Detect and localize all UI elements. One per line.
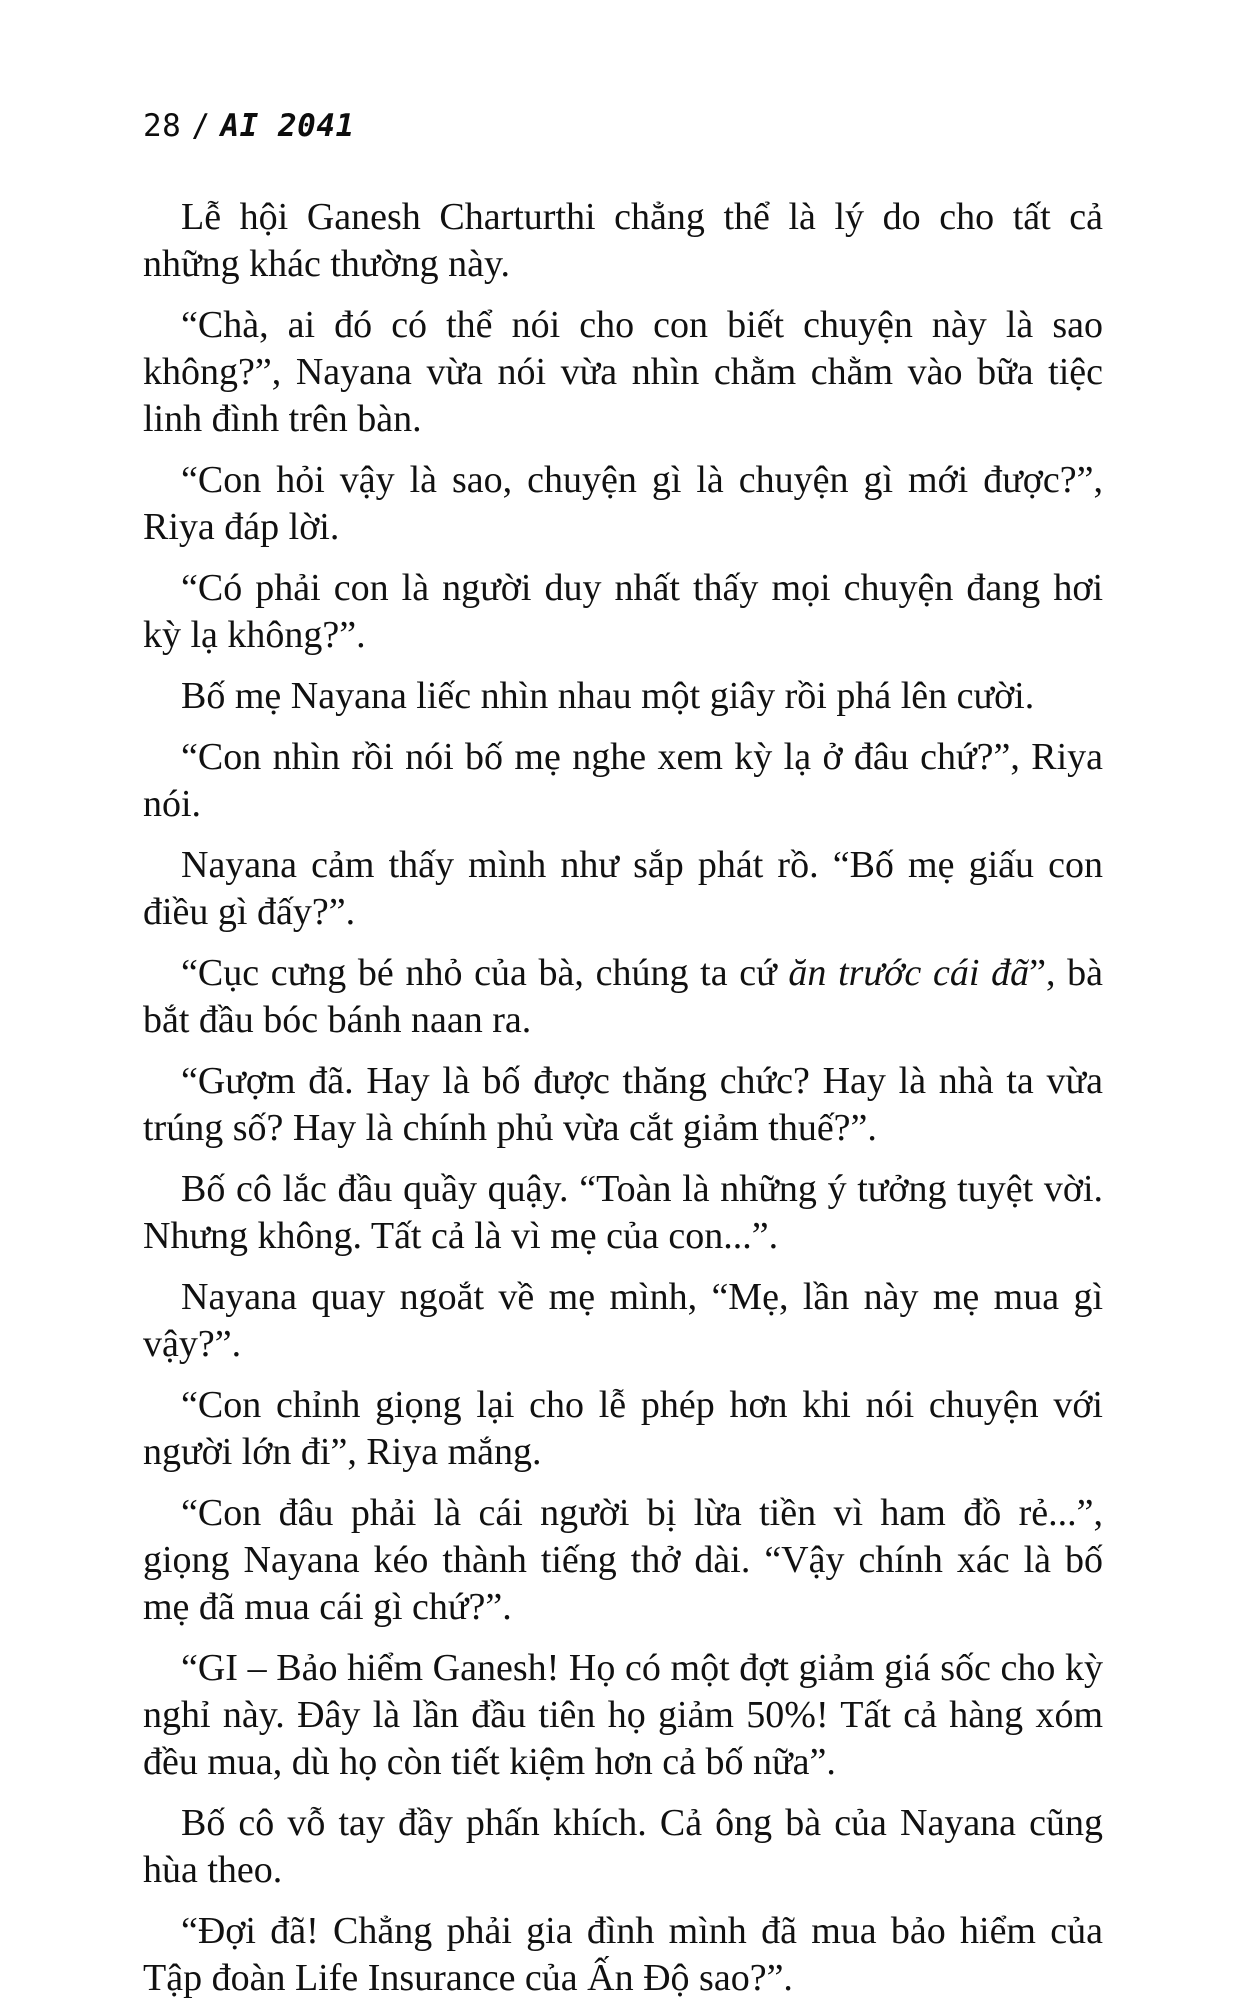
text-segment: “Đợi đã! Chẳng phải gia đình mình đã mua bảo hiểm của Tập đoàn Life Insurance của Ấn Độ sao?”.: [143, 1910, 1103, 1999]
paragraph: [143, 457, 1103, 551]
paragraph: [143, 1274, 1103, 1368]
text-segment: “Chà, ai đó có thể nói cho con biết chuyện này là sao không?”, Nayana vừa nói vừa nhìn chằm chằm vào bữa tiệc linh đình trên bàn.: [143, 304, 1103, 440]
text-segment: Nayana cảm thấy mình như sắp phát rồ. “Bố mẹ giấu con điều gì đấy?”.: [143, 844, 1103, 933]
text-segment: Bố cô lắc đầu quầy quậy. “Toàn là những ý tưởng tuyệt vời. Nhưng không. Tất cả là vì mẹ của con...”.: [143, 1168, 1103, 1257]
paragraph: [143, 565, 1103, 659]
body-text: [143, 194, 1103, 2002]
paragraph: [143, 302, 1103, 443]
text-segment: “Con hỏi vậy là sao, chuyện gì là chuyện gì mới được?”, Riya đáp lời.: [143, 459, 1103, 548]
text-segment: “GI – Bảo hiểm Ganesh! Họ có một đợt giảm giá sốc cho kỳ nghỉ này. Đây là lần đầu tiên họ giảm 50%! Tất cả hàng xóm đều mua, dù họ còn tiết kiệm hơn cả bố nữa”.: [143, 1647, 1103, 1783]
page-header: [143, 108, 1103, 144]
text-segment: “Gượm đã. Hay là bố được thăng chức? Hay là nhà ta vừa trúng số? Hay là chính phủ vừa cắt giảm thuế?”.: [143, 1060, 1103, 1149]
text-segment: “Con chỉnh giọng lại cho lễ phép hơn khi nói chuyện với người lớn đi”, Riya mắng.: [143, 1384, 1103, 1473]
page-number: 28: [143, 108, 182, 144]
paragraph: [143, 1058, 1103, 1152]
paragraph: [143, 734, 1103, 828]
text-segment: Bố mẹ Nayana liếc nhìn nhau một giây rồi phá lên cười.: [181, 675, 1035, 717]
paragraph: [143, 1490, 1103, 1631]
book-title: AI 2041: [220, 108, 355, 144]
paragraph: [143, 1908, 1103, 2002]
paragraph: [143, 1382, 1103, 1476]
text-segment: Nayana quay ngoắt về mẹ mình, “Mẹ, lần này mẹ mua gì vậy?”.: [143, 1276, 1103, 1365]
text-segment: Bố cô vỗ tay đầy phấn khích. Cả ông bà của Nayana cũng hùa theo.: [143, 1802, 1103, 1891]
text-segment: ”, bà bắt đầu bóc bánh naan ra.: [143, 952, 1103, 1041]
emphasized-text: ăn trước cái đã: [788, 952, 1030, 994]
paragraph: [143, 1800, 1103, 1894]
text-segment: “Con đâu phải là cái người bị lừa tiền vì ham đồ rẻ...”, giọng Nayana kéo thành tiếng thở dài. “Vậy chính xác là bố mẹ đã mua cái gì chứ?”.: [143, 1492, 1103, 1628]
paragraph: [143, 1166, 1103, 1260]
text-segment: “Cục cưng bé nhỏ của bà, chúng ta cứ: [181, 952, 789, 994]
paragraph: [143, 842, 1103, 936]
paragraph: [143, 194, 1103, 288]
paragraph: [143, 950, 1103, 1044]
text-segment: Lễ hội Ganesh Charturthi chẳng thể là lý do cho tất cả những khác thường này.: [143, 196, 1103, 285]
text-segment: “Con nhìn rồi nói bố mẹ nghe xem kỳ lạ ở đâu chứ?”, Riya nói.: [143, 736, 1103, 825]
text-segment: “Có phải con là người duy nhất thấy mọi chuyện đang hơi kỳ lạ không?”.: [143, 567, 1103, 656]
header-separator: /: [191, 108, 211, 144]
paragraph: [143, 673, 1103, 720]
paragraph: [143, 1645, 1103, 1786]
